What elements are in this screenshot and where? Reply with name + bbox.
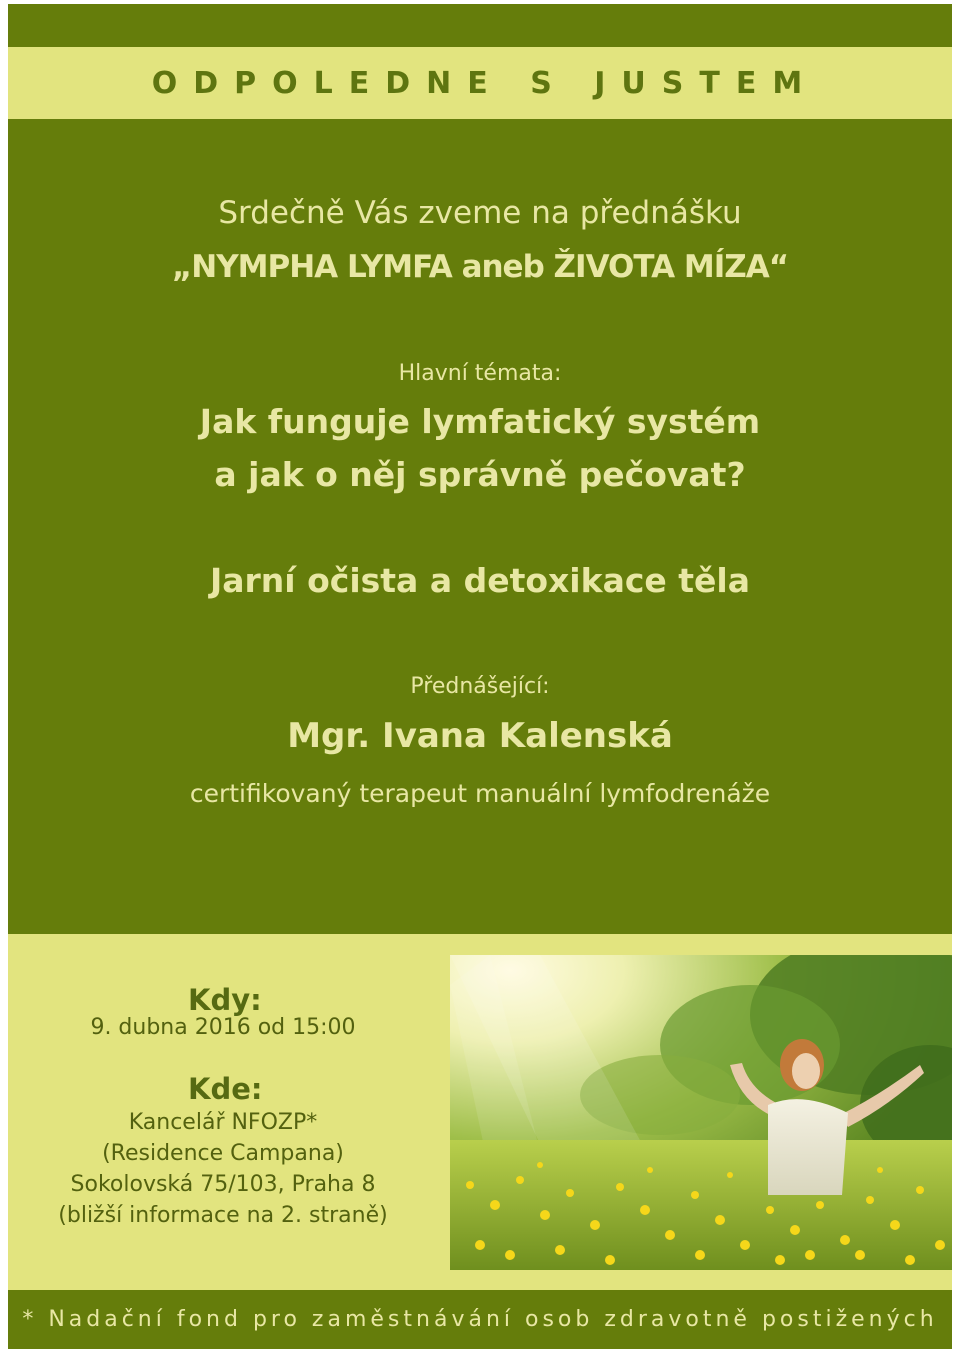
- invitation-intro: Srdečně Vás zveme na přednášku: [218, 195, 742, 231]
- topic-1-line-1: Jak funguje lymfatický systém: [199, 402, 761, 441]
- where-line-3: Sokolovská 75/103, Praha 8: [70, 1172, 376, 1197]
- event-info: [8, 955, 450, 1270]
- where-line-4: (bližší informace na 2. straně): [58, 1203, 388, 1228]
- speaker-name: Mgr. Ivana Kalenská: [287, 716, 673, 756]
- footer-text: * Nadační fond pro zaměstnávání osob zdravotně postižených: [22, 1307, 938, 1332]
- series-title: ODPOLEDNE S JUSTEM: [151, 65, 819, 101]
- main-panel: [8, 119, 952, 934]
- when-value: 9. dubna 2016 od 15:00: [90, 1015, 356, 1040]
- topic-2: Jarní očista a detoxikace těla: [209, 561, 751, 600]
- where-line-2: (Residence Campana): [102, 1141, 344, 1166]
- speaker-label: Přednášející:: [410, 674, 550, 699]
- where-line-1: Kancelář NFOZP*: [128, 1110, 318, 1135]
- series-bar: [8, 47, 952, 119]
- footer-bar: [8, 1290, 952, 1349]
- speaker-role: certifikovaný terapeut manuální lymfodrenáže: [189, 779, 771, 808]
- meadow-photo: [450, 955, 952, 1270]
- topics-label: Hlavní témata:: [398, 361, 562, 386]
- topic-1-line-2: a jak o něj správně pečovat?: [214, 455, 746, 494]
- lecture-title: „NYMPHA LYMFA aneb ŽIVOTA MÍZA“: [171, 249, 789, 285]
- when-label: Kdy:: [188, 983, 262, 1017]
- top-band: [8, 4, 952, 47]
- where-label: Kde:: [188, 1072, 263, 1106]
